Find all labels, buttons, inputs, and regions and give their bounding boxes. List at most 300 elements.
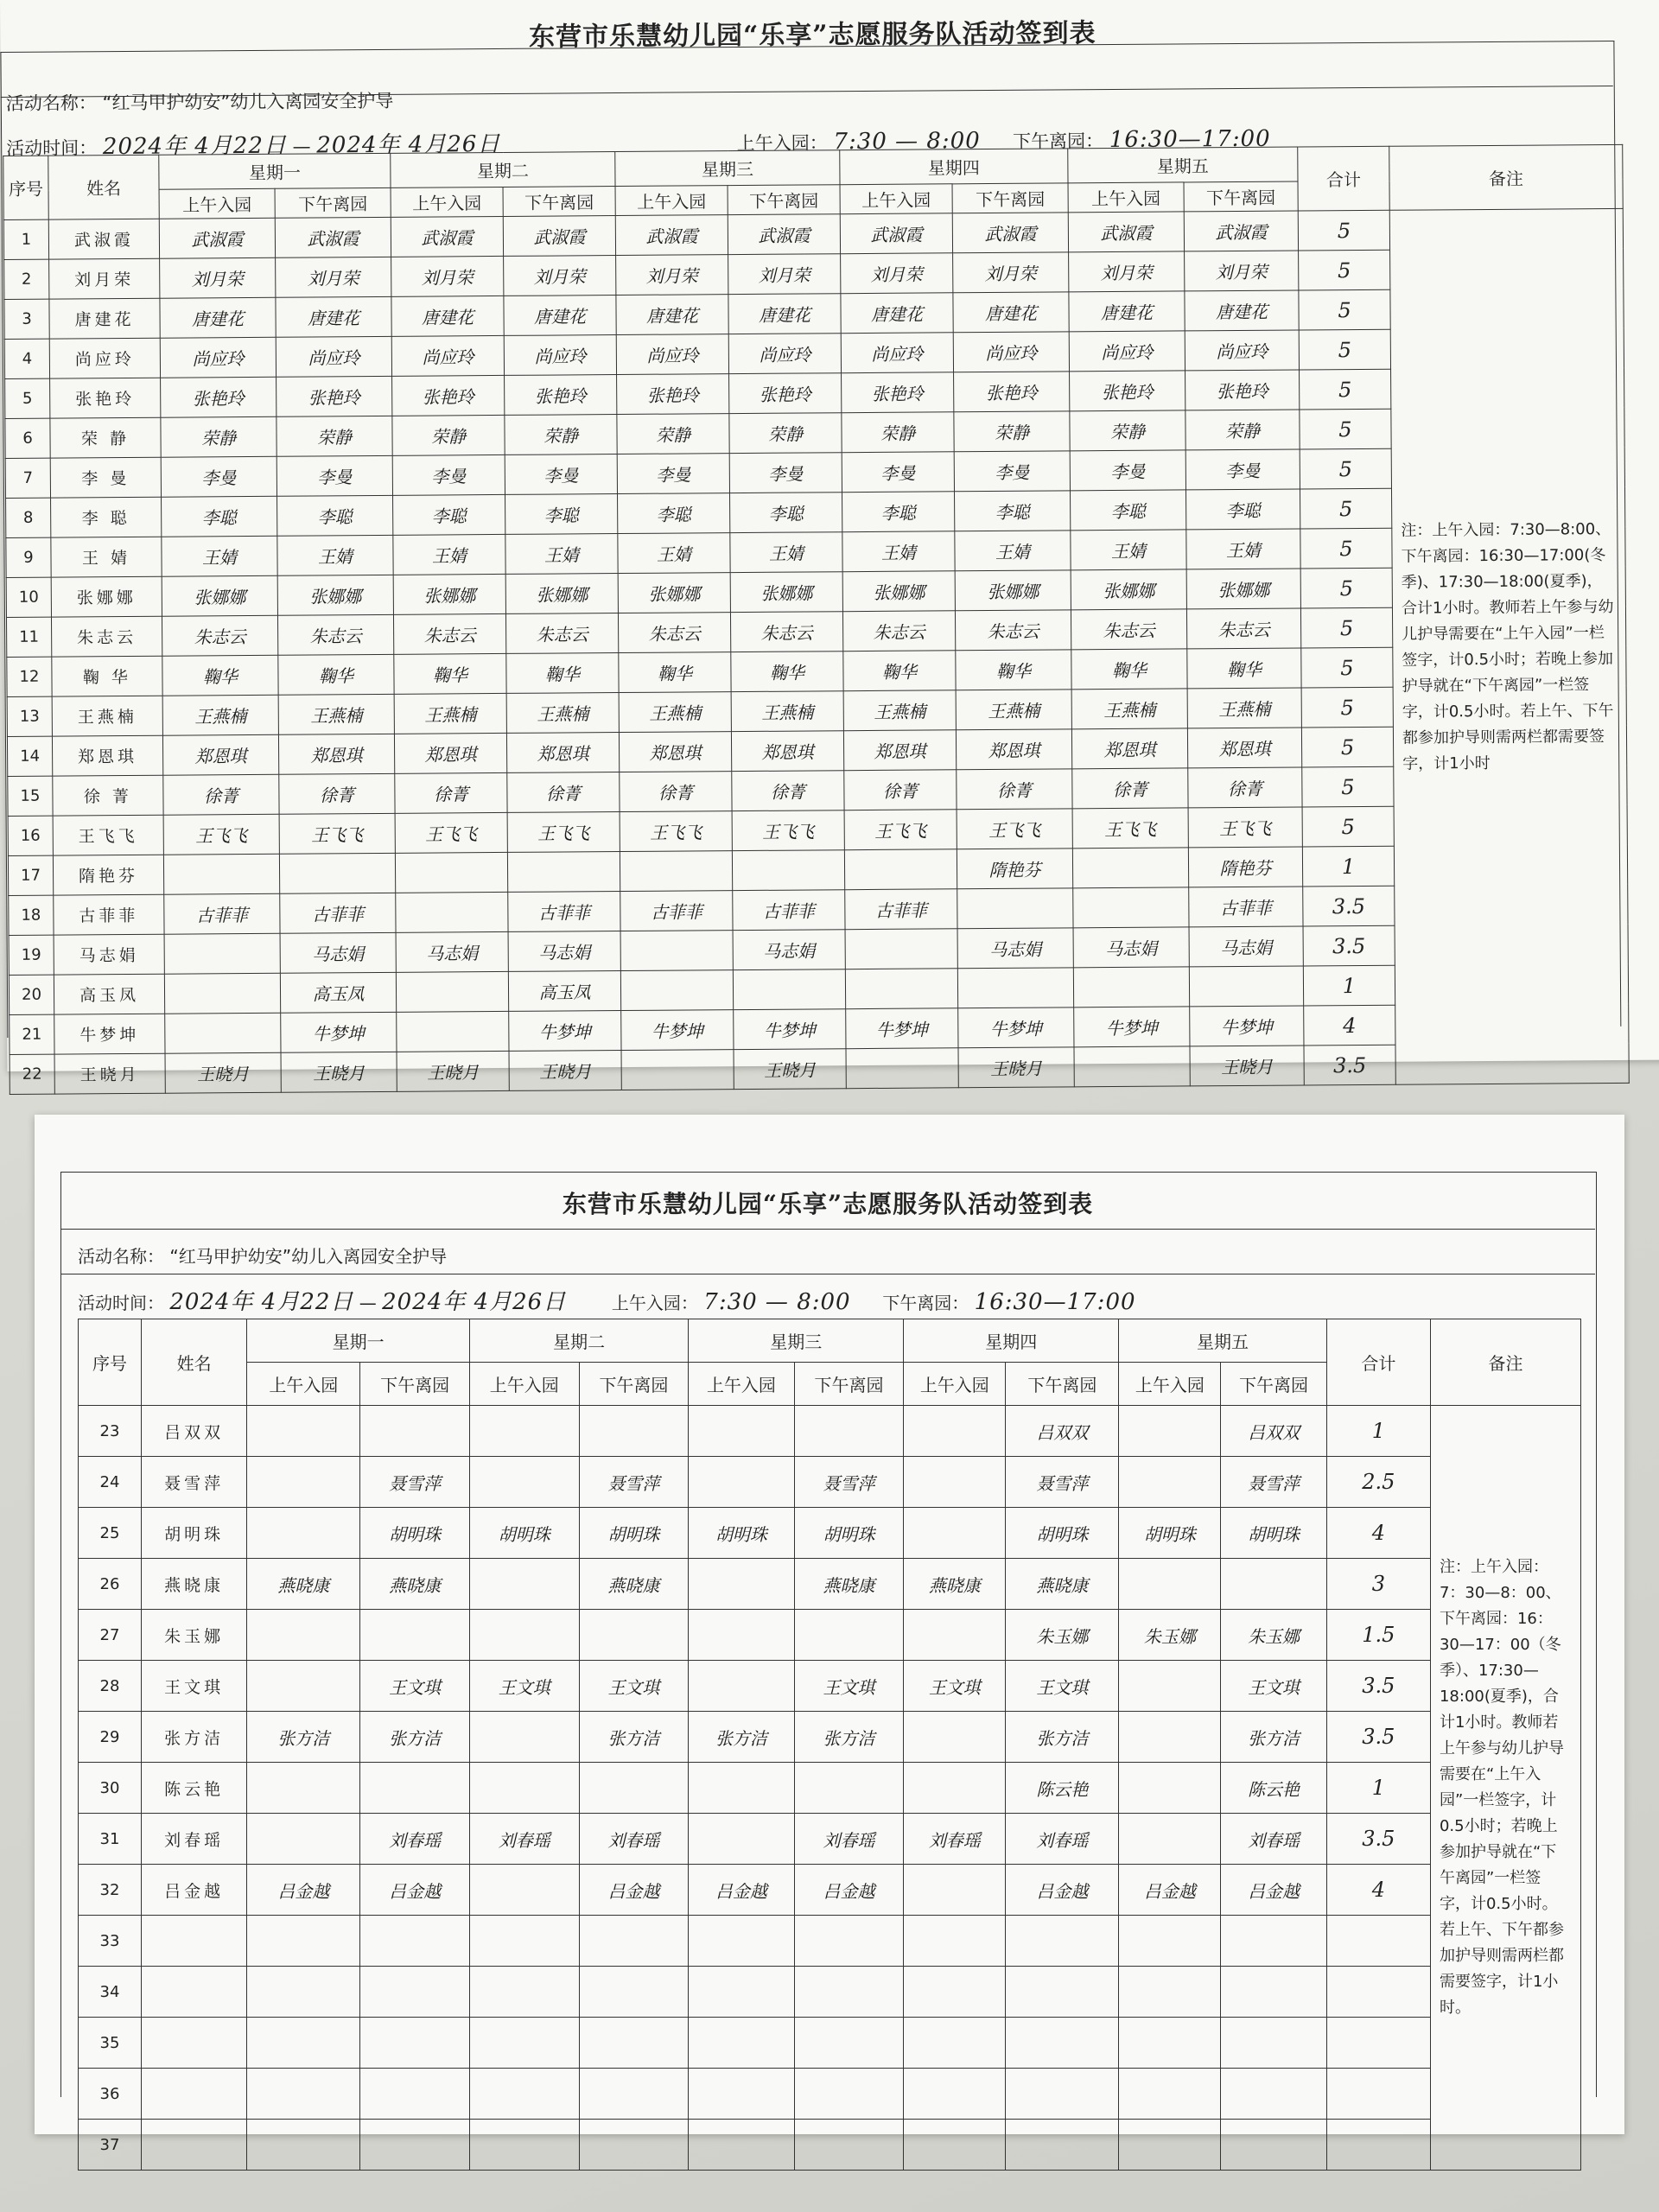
signature-cell: 王飞飞 — [620, 811, 732, 852]
signature-cell — [689, 1661, 794, 1712]
col-note-header: 备注 — [1389, 144, 1624, 210]
total-hours: 5 — [1300, 607, 1392, 648]
signature-cell — [794, 1406, 904, 1457]
signature-cell: 刘月荣 — [953, 252, 1069, 293]
signature-cell: 胡明珠 — [689, 1508, 794, 1559]
total-hours: 1.5 — [1326, 1610, 1430, 1661]
signature-cell: 徐菁 — [163, 774, 279, 815]
signature-cell — [1119, 1916, 1221, 1967]
person-name — [141, 2069, 246, 2120]
row-number: 7 — [5, 458, 50, 498]
signature-cell — [689, 1916, 794, 1967]
signature-cell — [1221, 1559, 1326, 1610]
am-header: 上午入园 — [904, 1363, 1006, 1406]
table-row — [79, 1763, 1581, 1814]
signature-cell — [247, 1457, 360, 1508]
signature-cell: 聂雪萍 — [579, 1457, 689, 1508]
signature-cell: 荣静 — [617, 414, 729, 454]
pm-header: 下午离园 — [952, 183, 1068, 213]
signature-cell — [1119, 1661, 1221, 1712]
signature-cell — [247, 1508, 360, 1559]
signature-cell: 王晓月 — [165, 1052, 281, 1093]
am-header: 上午入园 — [159, 188, 275, 219]
person-name — [141, 2120, 246, 2171]
signature-cell: 朱志云 — [1186, 608, 1300, 649]
signature-cell: 张方洁 — [247, 1712, 360, 1763]
signature-cell — [1119, 1712, 1221, 1763]
row-number: 8 — [6, 498, 51, 537]
am-time: 7:30 — 8:00 — [703, 1289, 851, 1315]
signature-cell — [904, 1916, 1006, 1967]
signature-cell — [1119, 1559, 1221, 1610]
signature-cell: 郑恩琪 — [731, 731, 843, 772]
signature-cell: 王飞飞 — [507, 812, 620, 853]
signature-cell — [247, 1967, 360, 2018]
signature-cell — [1006, 1916, 1119, 1967]
signature-cell: 刘春瑶 — [1006, 1814, 1119, 1865]
signature-cell: 聂雪萍 — [1006, 1457, 1119, 1508]
signature-cell: 尚应玲 — [841, 333, 953, 373]
signature-cell: 王晓月 — [509, 1051, 621, 1091]
signature-cell: 牛梦坤 — [1190, 1006, 1304, 1046]
total-hours: 5 — [1300, 369, 1391, 410]
row-number: 23 — [79, 1406, 142, 1457]
person-name: 刘春瑶 — [141, 1814, 246, 1865]
signature-cell — [360, 2069, 470, 2120]
row-number: 15 — [8, 776, 53, 816]
signature-cell: 王燕楠 — [956, 690, 1071, 730]
signature-cell: 张艳玲 — [954, 372, 1070, 412]
signature-cell — [360, 1763, 470, 1814]
signature-cell — [957, 968, 1073, 1008]
pm-label: 下午离园： — [1013, 130, 1104, 152]
signature-cell: 王飞飞 — [1188, 807, 1302, 848]
signature-cell — [794, 2018, 904, 2069]
signature-cell: 李曼 — [276, 455, 392, 496]
signature-cell: 荣静 — [842, 412, 954, 453]
signature-cell — [689, 2120, 794, 2171]
signature-cell: 张艳玲 — [161, 377, 276, 417]
signature-cell — [1119, 2069, 1221, 2120]
signature-cell — [1119, 1406, 1221, 1457]
signature-cell: 王婧 — [393, 534, 505, 575]
day-header: 星期三 — [689, 1319, 904, 1363]
signature-cell: 徐菁 — [620, 772, 732, 812]
signature-cell: 徐菁 — [1188, 767, 1302, 808]
signature-cell — [689, 1406, 794, 1457]
signature-cell: 王飞飞 — [844, 810, 957, 850]
signature-cell — [1189, 966, 1303, 1007]
signature-cell — [1119, 1763, 1221, 1814]
total-hours: 3.5 — [1326, 1661, 1430, 1712]
signature-cell: 朱志云 — [277, 614, 393, 655]
signature-cell: 王婧 — [618, 533, 730, 574]
total-hours: 5 — [1299, 329, 1390, 370]
row-number: 31 — [79, 1814, 142, 1865]
signature-cell — [395, 852, 507, 893]
signature-cell — [689, 2018, 794, 2069]
signature-cell: 王飞飞 — [163, 814, 279, 855]
signature-cell — [794, 1967, 904, 2018]
signature-cell: 郑恩琪 — [506, 733, 619, 773]
signature-cell: 王文琪 — [1006, 1661, 1119, 1712]
signature-cell — [469, 2120, 579, 2171]
signature-cell: 燕晓康 — [579, 1559, 689, 1610]
signature-cell: 张艳玲 — [729, 373, 842, 414]
signature-cell: 鞠华 — [1071, 649, 1187, 690]
total-hours: 5 — [1301, 727, 1393, 767]
signature-cell — [469, 1406, 579, 1457]
signature-cell — [579, 2120, 689, 2171]
row-number: 30 — [79, 1763, 142, 1814]
signature-cell — [469, 1559, 579, 1610]
signature-cell: 尚应玲 — [504, 335, 616, 376]
pm-header: 下午离园 — [1184, 181, 1298, 212]
signature-cell: 胡明珠 — [579, 1508, 689, 1559]
row-number: 35 — [79, 2018, 142, 2069]
signature-cell — [904, 1406, 1006, 1457]
signature-cell: 王飞飞 — [957, 809, 1072, 849]
signature-cell: 徐菁 — [1072, 768, 1188, 809]
signature-cell: 吕金越 — [689, 1865, 794, 1916]
signature-cell — [579, 1763, 689, 1814]
signature-cell: 郑恩琪 — [278, 734, 394, 774]
pm-header: 下午离园 — [579, 1363, 689, 1406]
signature-cell: 荣静 — [505, 415, 617, 455]
signature-cell: 王燕楠 — [506, 693, 619, 734]
signature-cell: 古菲菲 — [733, 890, 845, 931]
signature-cell — [579, 1610, 689, 1661]
activity-label: 活动名称： — [5, 92, 97, 114]
signature-cell: 李聪 — [162, 496, 277, 537]
signature-cell: 唐建花 — [1069, 291, 1185, 332]
signature-cell — [360, 1916, 470, 1967]
signature-cell — [360, 2120, 470, 2171]
signature-cell: 李聪 — [1070, 490, 1185, 531]
signature-cell — [732, 850, 844, 891]
total-hours: 5 — [1300, 409, 1391, 449]
activity-name: “红马甲护幼安”幼儿入离园安全护导 — [169, 1246, 448, 1267]
person-name: 聂雪萍 — [141, 1457, 246, 1508]
signature-cell: 武淑霞 — [1184, 211, 1298, 251]
time-label: 活动时间： — [78, 1293, 164, 1313]
signature-cell: 刘春瑶 — [360, 1814, 470, 1865]
table-body — [3, 208, 1629, 1094]
signature-cell: 高玉凤 — [280, 972, 396, 1013]
signature-cell — [845, 969, 957, 1009]
signature-cell: 荣静 — [161, 416, 276, 457]
signature-cell — [507, 852, 620, 893]
signature-cell: 尚应玲 — [1185, 330, 1299, 371]
signature-cell: 古菲菲 — [508, 892, 620, 932]
signature-cell — [1074, 1046, 1190, 1087]
row-number: 36 — [79, 2069, 142, 2120]
signature-cell — [469, 1916, 579, 1967]
signature-cell: 张方洁 — [579, 1712, 689, 1763]
signature-cell: 武淑霞 — [1068, 212, 1184, 252]
signature-cell — [397, 1011, 509, 1052]
remarks-note: 注：上午入园：7:30—8:00、下午离园：16:30—17:00(冬季)、17:30—18:00(夏季)，合计1小时。教师若上午参与幼儿护导需要在“上午入园”一栏签字，计0.5小时；若晚上参加护导就在“下午离园”一栏签字，计0.5小时。若上午、下午都参加护导则需两栏都需要签字，计1小时 — [1389, 208, 1629, 1084]
col-name-header: 姓名 — [141, 1319, 246, 1406]
pm-header: 下午离园 — [275, 188, 391, 218]
signature-cell — [396, 892, 508, 932]
row-number: 11 — [6, 617, 51, 657]
total-hours: 5 — [1298, 210, 1389, 251]
day-header: 星期四 — [904, 1319, 1119, 1363]
am-label: 上午入园： — [611, 1293, 698, 1313]
day-header: 星期五 — [1119, 1319, 1326, 1363]
signature-cell: 朱志云 — [955, 610, 1071, 651]
signature-cell: 吕金越 — [1119, 1865, 1221, 1916]
signature-cell — [469, 2069, 579, 2120]
signature-cell: 燕晓康 — [360, 1559, 470, 1610]
total-hours: 3 — [1326, 1559, 1430, 1610]
signature-cell: 武淑霞 — [840, 213, 952, 254]
activity-time-line — [73, 1284, 1141, 1316]
activity-name-line — [1, 87, 399, 116]
signature-cell — [1006, 2069, 1119, 2120]
signature-cell: 张艳玲 — [276, 376, 392, 416]
person-name: 陈云艳 — [141, 1763, 246, 1814]
signature-cell — [164, 973, 280, 1014]
sign-in-table — [3, 144, 1630, 1095]
signature-cell: 吕金越 — [247, 1865, 360, 1916]
signature-cell — [794, 2120, 904, 2171]
signature-cell: 刘月荣 — [276, 257, 391, 297]
row-number: 27 — [79, 1610, 142, 1661]
person-name — [141, 2018, 246, 2069]
total-hours: 3.5 — [1303, 886, 1395, 926]
am-time: 7:30 — 8:00 — [833, 128, 981, 156]
signature-cell — [844, 849, 957, 890]
date-dash: — — [359, 1293, 377, 1313]
signature-cell: 刘月荣 — [728, 254, 841, 295]
day-header: 星期三 — [615, 150, 840, 187]
col-total-header: 合计 — [1298, 146, 1390, 211]
signature-cell: 吕金越 — [1221, 1865, 1326, 1916]
signature-cell: 燕晓康 — [1006, 1559, 1119, 1610]
signature-cell: 马志娟 — [1189, 926, 1303, 967]
signature-cell: 王晓月 — [1190, 1046, 1304, 1086]
pm-label: 下午离园： — [882, 1293, 969, 1313]
signature-cell: 王婧 — [955, 531, 1071, 571]
day-header: 星期二 — [391, 152, 615, 188]
table-row — [79, 1508, 1581, 1559]
signature-cell — [1119, 2120, 1221, 2171]
signature-cell — [1119, 1457, 1221, 1508]
row-number: 32 — [79, 1865, 142, 1916]
signature-cell — [469, 2018, 579, 2069]
signature-cell: 朱玉娜 — [1221, 1610, 1326, 1661]
signature-cell — [469, 1457, 579, 1508]
signature-cell: 唐建花 — [1185, 290, 1299, 331]
signature-cell — [1006, 1967, 1119, 2018]
signature-cell: 李聪 — [1185, 489, 1300, 530]
signature-cell: 荣静 — [729, 413, 842, 454]
signature-cell: 徐菁 — [507, 772, 620, 813]
person-name: 徐 菁 — [53, 775, 163, 816]
signature-cell — [163, 854, 279, 894]
signature-cell: 郑恩琪 — [1187, 728, 1301, 768]
signature-cell — [360, 2018, 470, 2069]
signature-cell: 燕晓康 — [794, 1559, 904, 1610]
col-no-header: 序号 — [3, 156, 49, 219]
signature-cell: 李曼 — [161, 456, 276, 497]
signature-cell — [247, 1916, 360, 1967]
row-number: 10 — [6, 577, 51, 617]
pm-header: 下午离园 — [1006, 1363, 1119, 1406]
signature-cell: 朱志云 — [1071, 609, 1186, 650]
activity-name: “红马甲护幼安”幼儿入离园安全护导 — [102, 90, 394, 114]
signature-cell: 张娜娜 — [618, 573, 730, 613]
total-hours: 5 — [1301, 687, 1393, 728]
signature-cell: 王燕楠 — [278, 694, 394, 734]
signature-cell: 胡明珠 — [794, 1508, 904, 1559]
signature-cell: 尚应玲 — [616, 334, 728, 375]
signature-cell: 王飞飞 — [1072, 808, 1188, 849]
signature-cell: 李曼 — [1185, 449, 1300, 490]
signature-cell — [620, 851, 732, 892]
date-from: 2024年 4月22日 — [169, 1289, 354, 1315]
signature-cell: 王飞飞 — [395, 812, 507, 853]
signature-cell: 李曼 — [1070, 450, 1185, 491]
person-name: 王文琪 — [141, 1661, 246, 1712]
row-number: 29 — [79, 1712, 142, 1763]
signature-cell: 隋艳芬 — [1188, 847, 1302, 887]
signature-cell — [794, 1916, 904, 1967]
signature-cell: 荣静 — [276, 416, 392, 456]
signature-cell — [689, 1814, 794, 1865]
row-number: 20 — [9, 975, 54, 1014]
table-row — [79, 1967, 1581, 2018]
col-total-header: 合计 — [1326, 1319, 1430, 1406]
signature-cell: 徐菁 — [395, 772, 507, 813]
signature-cell: 李聪 — [954, 491, 1070, 531]
signature-cell — [1073, 967, 1189, 1007]
signature-cell: 聂雪萍 — [794, 1457, 904, 1508]
signature-cell: 刘月荣 — [1069, 251, 1185, 292]
signature-cell — [1221, 2069, 1326, 2120]
signature-cell: 荣静 — [1185, 410, 1300, 450]
signature-cell — [360, 1406, 470, 1457]
pm-time: 16:30—17:00 — [974, 1289, 1136, 1315]
signature-cell: 牛梦坤 — [958, 1007, 1074, 1048]
total-hours: 1 — [1302, 846, 1394, 887]
signature-cell: 朱志云 — [393, 613, 505, 654]
signature-cell: 王婧 — [1186, 529, 1300, 569]
signature-cell — [689, 1763, 794, 1814]
total-hours: 3.5 — [1304, 1045, 1395, 1085]
signature-cell: 王文琪 — [469, 1661, 579, 1712]
signature-cell: 王文琪 — [904, 1661, 1006, 1712]
signature-cell — [620, 970, 733, 1011]
row-number: 24 — [79, 1457, 142, 1508]
signature-cell: 王燕楠 — [731, 691, 843, 732]
signature-cell: 王燕楠 — [1187, 688, 1301, 728]
total-hours: 5 — [1300, 528, 1392, 569]
person-name: 牛梦坤 — [54, 1014, 165, 1054]
signature-cell — [165, 1013, 281, 1053]
signature-cell: 郑恩琪 — [394, 733, 506, 773]
signature-cell: 郑恩琪 — [843, 730, 956, 771]
signature-cell: 刘月荣 — [391, 256, 504, 296]
table-row — [79, 2069, 1581, 2120]
signature-cell: 牛梦坤 — [1074, 1007, 1190, 1047]
person-name — [141, 1967, 246, 2018]
signature-cell: 王晓月 — [958, 1047, 1074, 1088]
signature-cell: 马志娟 — [1073, 927, 1189, 968]
signature-cell: 唐建花 — [391, 296, 504, 336]
row-number: 17 — [8, 855, 53, 895]
sheet-title: 东营市乐慧幼儿园“乐享”志愿服务队活动签到表 — [562, 1190, 1094, 1218]
person-name: 李 曼 — [50, 457, 161, 498]
signature-cell: 张方洁 — [1221, 1712, 1326, 1763]
signature-cell — [247, 1763, 360, 1814]
signature-cell: 胡明珠 — [360, 1508, 470, 1559]
date-to: 2024年 4月26日 — [382, 1289, 567, 1315]
signature-cell: 李曼 — [617, 454, 729, 494]
am-header: 上午入园 — [1119, 1363, 1221, 1406]
signature-cell — [904, 2018, 1006, 2069]
signature-cell — [247, 2018, 360, 2069]
table-row — [79, 1712, 1581, 1763]
signature-cell — [733, 969, 845, 1010]
signature-cell — [904, 1457, 1006, 1508]
table-row — [79, 1559, 1581, 1610]
signature-cell: 王晓月 — [281, 1052, 397, 1092]
signature-cell: 尚应玲 — [728, 334, 841, 374]
pm-header: 下午离园 — [360, 1363, 470, 1406]
am-header: 上午入园 — [615, 186, 728, 216]
total-hours: 3.5 — [1326, 1814, 1430, 1865]
person-name: 鞠 华 — [52, 656, 162, 696]
signature-cell: 武淑霞 — [615, 215, 728, 256]
signature-cell: 王晓月 — [734, 1049, 846, 1090]
person-name — [141, 1916, 246, 1967]
signature-cell — [279, 853, 395, 893]
signature-cell — [579, 1967, 689, 2018]
signature-cell — [247, 1610, 360, 1661]
signature-cell: 马志娟 — [280, 932, 396, 973]
signature-cell: 张娜娜 — [277, 575, 393, 615]
signature-cell — [846, 1048, 958, 1089]
total-hours: 4 — [1326, 1865, 1430, 1916]
signature-cell: 王婧 — [277, 535, 393, 575]
signature-cell: 刘春瑶 — [904, 1814, 1006, 1865]
pm-header: 下午离园 — [1221, 1363, 1326, 1406]
signature-cell: 王燕楠 — [1071, 689, 1187, 729]
signature-cell: 张艳玲 — [1185, 370, 1300, 410]
am-header: 上午入园 — [1068, 182, 1184, 213]
signature-cell: 李曼 — [505, 454, 617, 495]
signature-cell: 王婧 — [842, 531, 955, 572]
signature-cell: 吕金越 — [579, 1865, 689, 1916]
signature-cell: 张艳玲 — [392, 375, 505, 416]
row-number: 9 — [6, 537, 51, 577]
col-no-header: 序号 — [79, 1319, 142, 1406]
signature-cell — [904, 2069, 1006, 2120]
signature-cell — [904, 1508, 1006, 1559]
signature-cell: 聂雪萍 — [1221, 1457, 1326, 1508]
signature-cell: 荣静 — [1070, 410, 1185, 451]
am-header: 上午入园 — [391, 187, 503, 217]
person-name: 吕双双 — [141, 1406, 246, 1457]
signature-cell — [579, 2069, 689, 2120]
person-name: 王晓月 — [54, 1053, 165, 1094]
table-row — [79, 1916, 1581, 1967]
am-header: 上午入园 — [469, 1363, 579, 1406]
signature-cell: 张娜娜 — [730, 572, 842, 613]
